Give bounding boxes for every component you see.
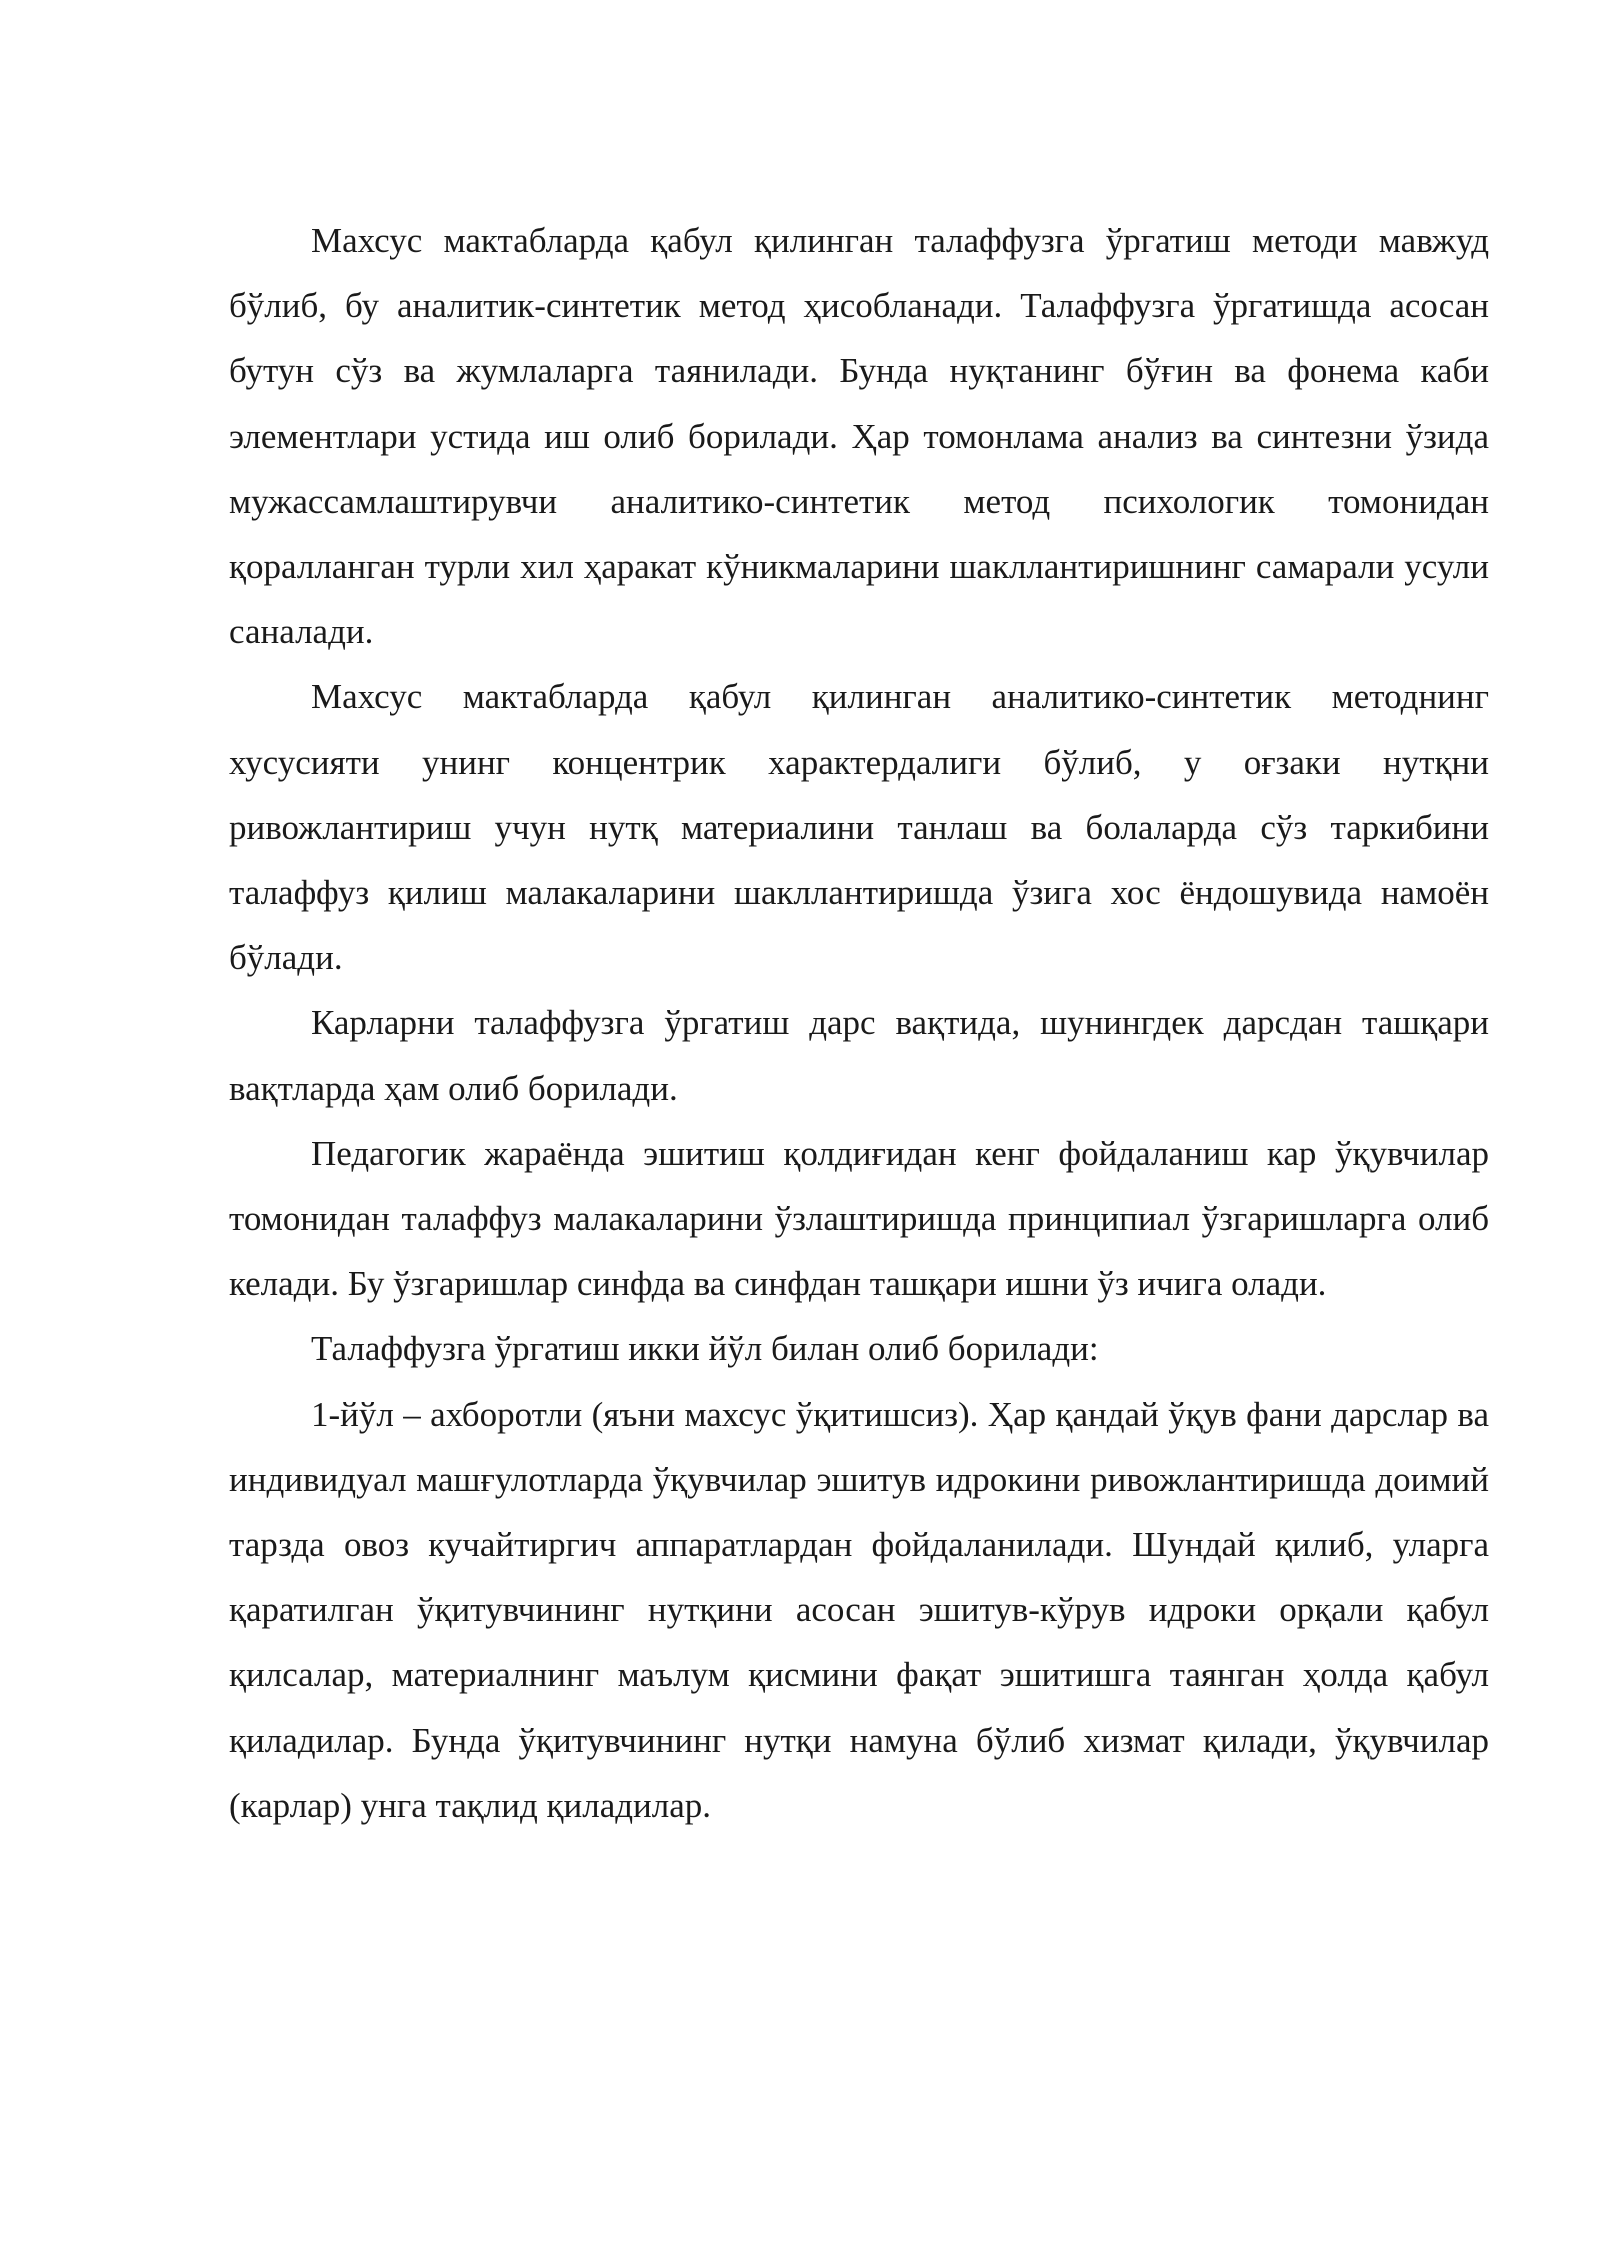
- document-body: [229, 208, 1489, 1838]
- paragraph-4: Педагогик жараёнда эшитиш қолдиғидан кенг фойдаланиш кар ўқувчилар томонидан талаффуз малакаларини ўзлаштиришда принципиал ўзгаришларга олиб келади. Бу ўзгаришлар синфда ва синфдан ташқари ишни ўз ичига олади.: [229, 1133, 1489, 1304]
- paragraph-3: Карларни талаффузга ўргатиш дарс вақтида, шунингдек дарсдан ташқари вақтларда ҳам олиб борилади.: [229, 1003, 1489, 1108]
- paragraph-1: Махсус мактабларда қабул қилинган талаффузга ўргатиш методи мавжуд бўлиб, бу аналитик-синтетик метод ҳисобланади. Талаффузга ўргатишда асосан бутун сўз ва жумлаларга таянилади. Бунда нуқтанинг бўғин ва фонема каби элементлари устида иш олиб борилади. Ҳар томонлама анализ ва синтезни ўзида мужассамлаштирувчи аналитико-синтетик метод психологик томонидан қоралланган турли хил ҳаракат кўникмаларини шакллантиришнинг самарали усули саналади.: [229, 221, 1489, 652]
- paragraph-6: 1-йўл – ахборотли (яъни махсус ўқитишсиз). Ҳар қандай ўқув фани дарслар ва индивидуал машғулотларда ўқувчилар эшитув идрокини ривожлантиришда доимий тарзда овоз кучайтиргич аппаратлардан фойдаланилади. Шундай қилиб, уларга қаратилган ўқитувчининг нутқини асосан эшитув-кўрув идроки орқали қабул қилсалар, материалнинг маълум қисмини фақат эшитишга таянган ҳолда қабул қиладилар. Бунда ўқитувчининг нутқи намуна бўлиб хизмат қилади, ўқувчилар (карлар) унга тақлид қиладилар.: [229, 1394, 1489, 1825]
- paragraph-2: Махсус мактабларда қабул қилинган аналитико-синтетик методнинг хусусияти унинг концентрик характердалиги бўлиб, у оғзаки нутқни ривожлантириш учун нутқ материалини танлаш ва болаларда сўз таркибини талаффуз қилиш малакаларини шакллантиришда ўзига хос ёндошувида намоён бўлади.: [229, 677, 1489, 978]
- paragraph-5: Талаффузга ўргатиш икки йўл билан олиб борилади:: [311, 1329, 1099, 1369]
